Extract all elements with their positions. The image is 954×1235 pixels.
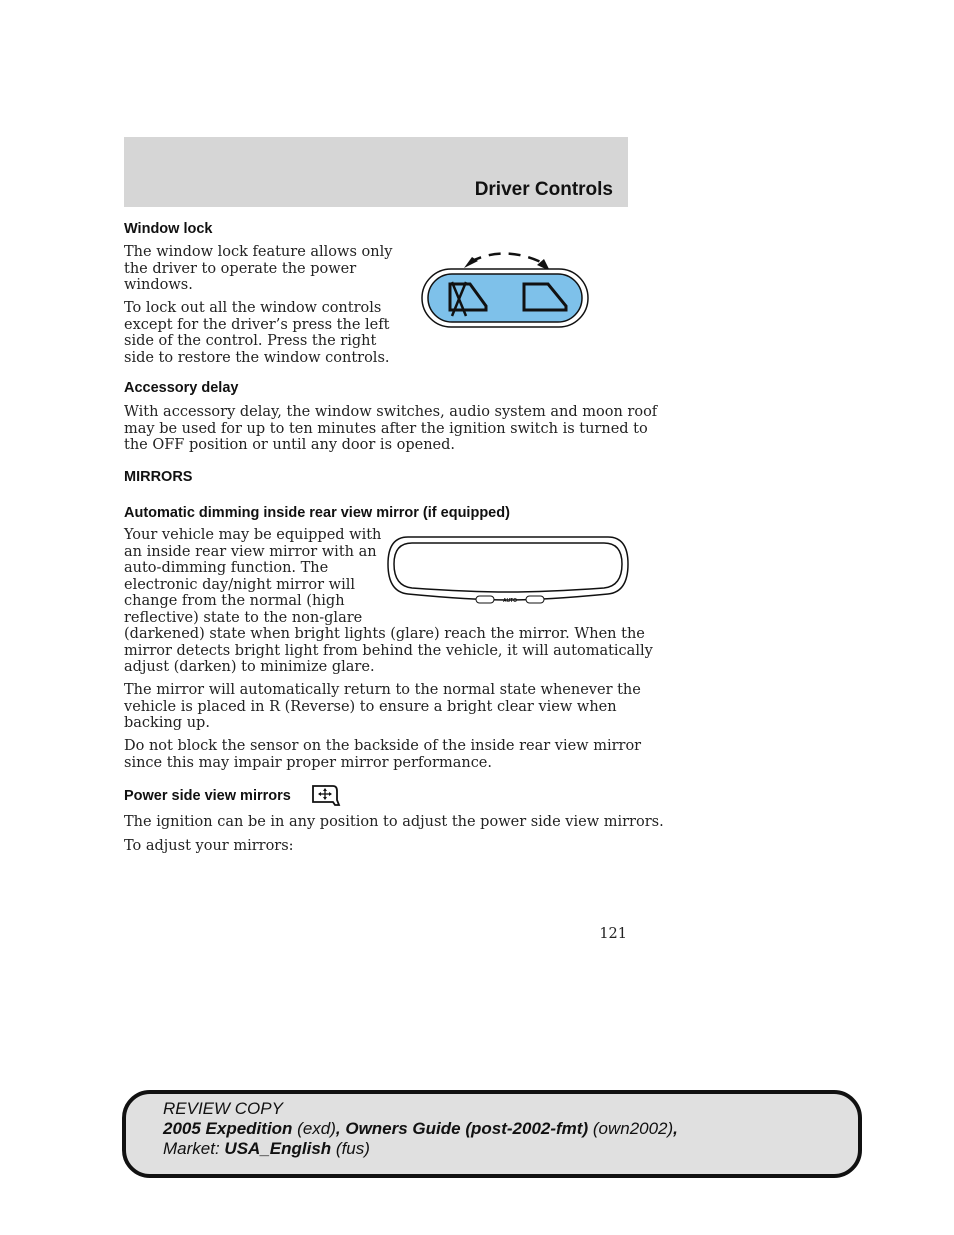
- power-mirror-icon: [311, 784, 341, 807]
- footer-review-line: REVIEW COPY: [163, 1099, 283, 1118]
- header-band: [124, 137, 628, 207]
- review-copy-footer: [122, 1090, 862, 1178]
- window-lock-paragraph-2: To lock out all the window controls except for the driver’s press the left side of the control. Press the right side to restore the window controls.: [124, 300, 390, 366]
- power-side-paragraph-1: The ignition can be in any position to adjust the power side view mirrors.: [124, 814, 664, 830]
- accessory-delay-paragraph: With accessory delay, the window switches, audio system and moon roof may be used for up to ten minutes after the ignition switch is turned to the OFF position or until any door is opened.: [124, 404, 658, 453]
- auto-dim-paragraph-1: Your vehicle may be equipped with an inside rear view mirror with an auto-dimming function. The electronic day/night mirror will change from the normal (high reflective) state to the non-glare (darkened) state when bright lights (glare) reach the mirror. When the mirror detects bright light from behind the vehicle, it will automatically adjust (darken) to minimize glare.: [124, 527, 653, 675]
- window-lock-switch-icon: [420, 244, 592, 330]
- heading-power-side-mirrors: Power side view mirrors: [124, 788, 291, 804]
- heading-auto-dimming-mirror: Automatic dimming inside rear view mirror (if equipped): [124, 505, 510, 521]
- heading-window-lock: Window lock: [124, 221, 213, 237]
- mirror-auto-label: AUTO: [502, 598, 518, 604]
- rear-view-mirror-icon: [386, 534, 630, 608]
- page-number: 121: [599, 926, 627, 942]
- power-side-paragraph-2: To adjust your mirrors:: [124, 838, 294, 854]
- footer-guide-line: 2005 Expedition (exd), Owners Guide (post-2002-fmt) (own2002),: [163, 1119, 678, 1138]
- window-lock-paragraph-1: The window lock feature allows only the driver to operate the power windows.: [124, 244, 393, 293]
- auto-dim-paragraph-2: The mirror will automatically return to the normal state whenever the vehicle is placed in R (Reverse) to ensure a bright clear view when backing up.: [124, 682, 641, 731]
- footer-market-line: Market: USA_English (fus): [163, 1139, 370, 1158]
- auto-dim-paragraph-3: Do not block the sensor on the backside of the inside rear view mirror since this may impair proper mirror performance.: [124, 738, 642, 771]
- heading-accessory-delay: Accessory delay: [124, 380, 239, 396]
- page-title: Driver Controls: [474, 179, 613, 200]
- heading-mirrors: MIRRORS: [124, 469, 193, 485]
